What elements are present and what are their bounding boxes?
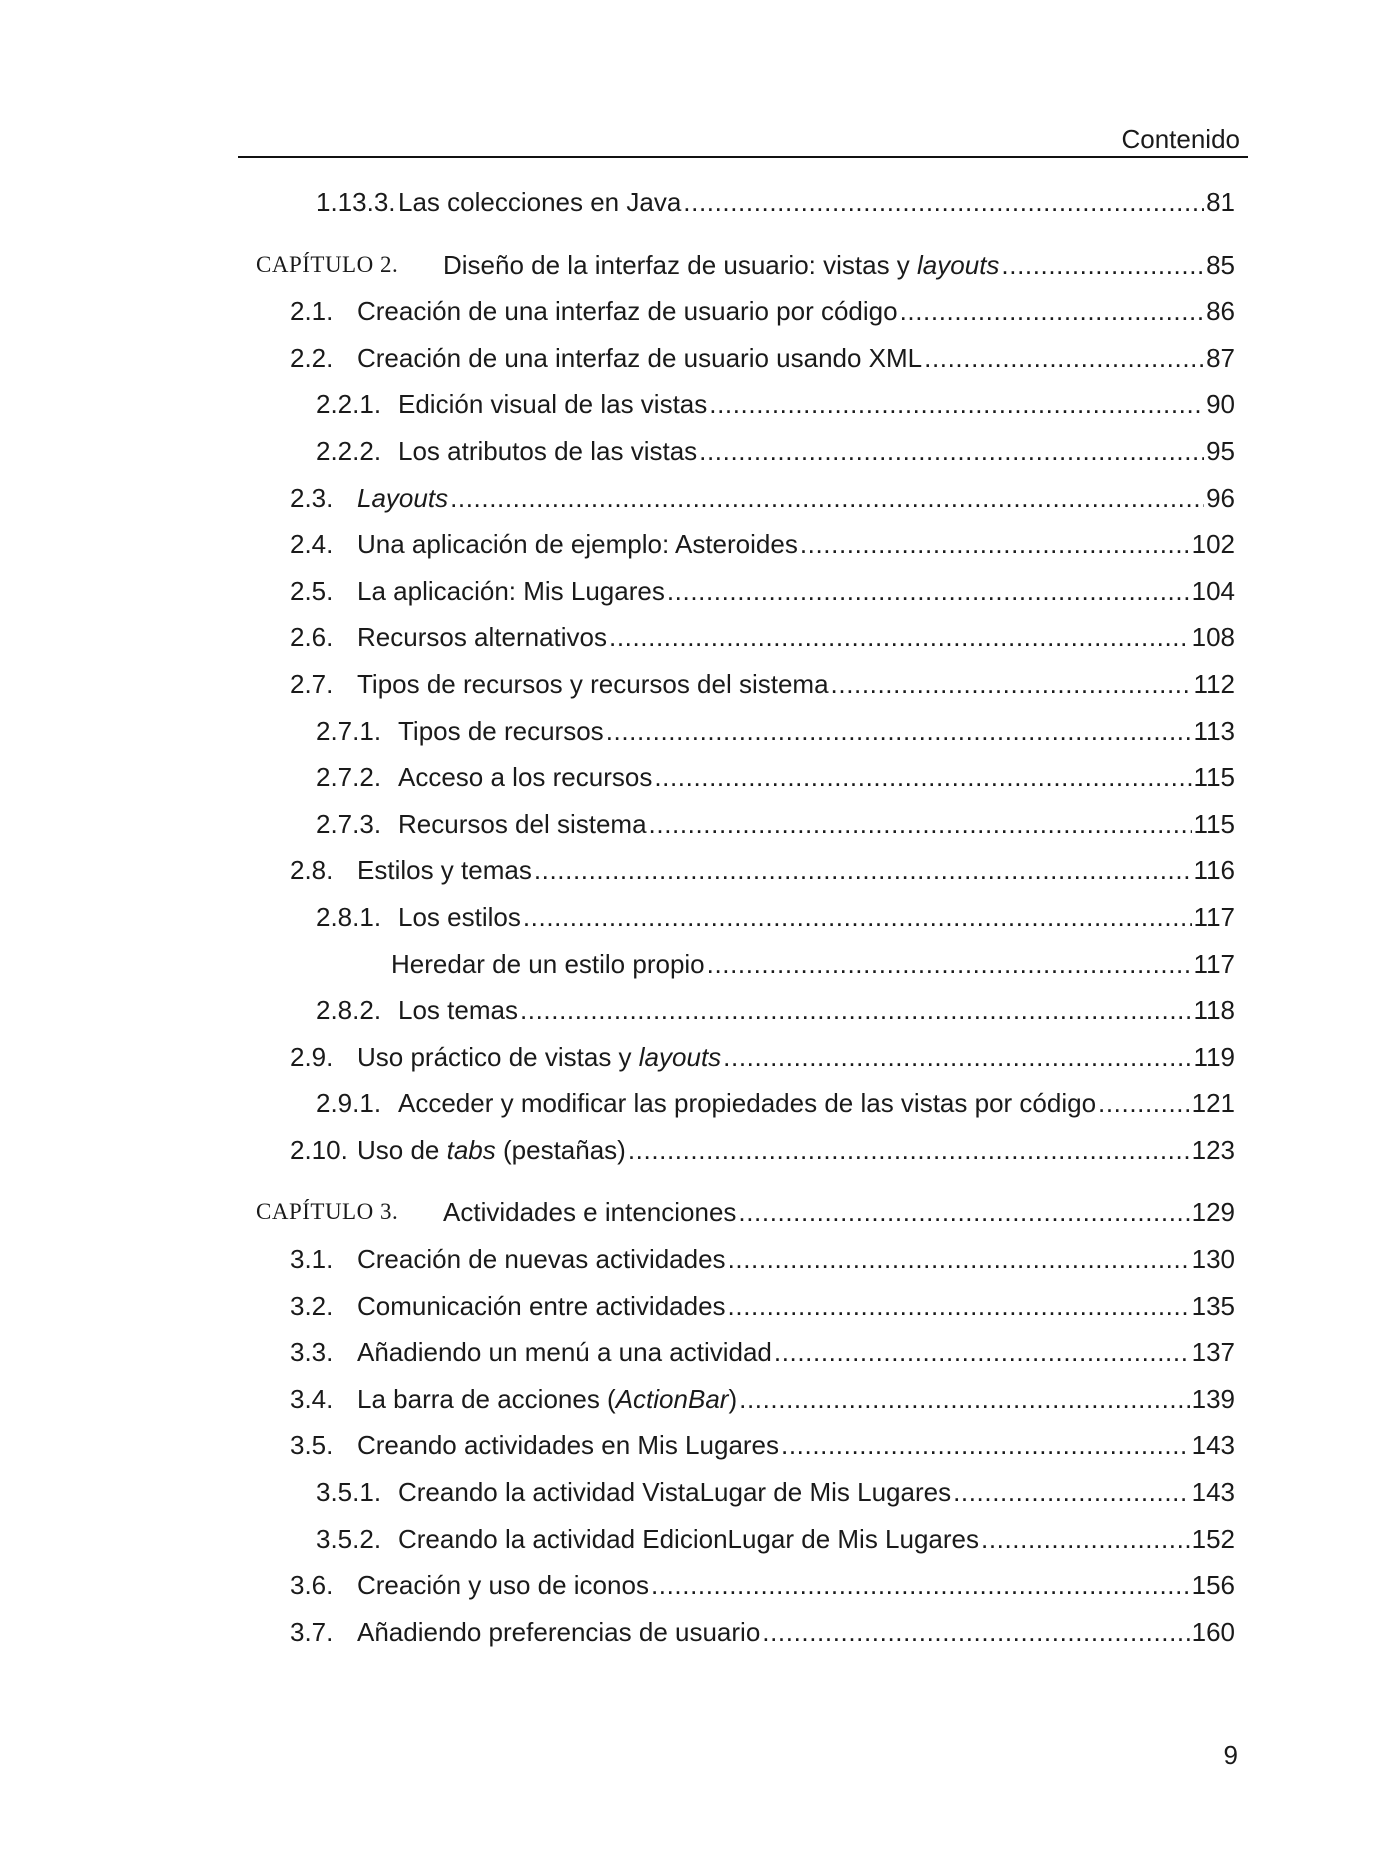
toc-entry-number: 1.13.3. — [316, 187, 396, 217]
toc-row — [238, 288, 1235, 335]
toc-entry-title — [398, 1516, 979, 1563]
toc-entry-number: 2.2.2. — [316, 435, 382, 466]
toc-title-part: La aplicación: Mis Lugares — [357, 575, 665, 606]
dot-leader — [762, 1609, 1189, 1656]
dot-leader — [534, 847, 1192, 894]
toc-title-part: Creación de una interfaz de usuario usando XML — [357, 342, 923, 373]
toc-page-number: 123 — [1191, 1134, 1235, 1165]
toc-entry-title — [357, 847, 532, 894]
running-header: Contenido — [1121, 124, 1240, 154]
toc-entry-number: 2.3. — [290, 482, 334, 513]
dot-leader — [831, 661, 1192, 708]
toc-title-part: layouts — [638, 1041, 722, 1072]
toc-page-number: 156 — [1191, 1570, 1235, 1601]
toc-entry-number: 2.9. — [290, 1041, 334, 1072]
toc-title-part: Añadiendo preferencias de usuario — [357, 1616, 761, 1647]
toc-page-number: 152 — [1191, 1523, 1235, 1554]
toc-entry-number: 2.8.1. — [316, 901, 382, 932]
toc-title-part: Añadiendo un menú a una actividad — [357, 1337, 772, 1368]
toc-row — [238, 1236, 1235, 1283]
toc-title-part: Los estilos — [398, 901, 521, 932]
toc-entry-number: 2.1. — [290, 296, 334, 327]
toc-page-number: 112 — [1193, 668, 1235, 699]
toc-page-number: 129 — [1191, 1197, 1235, 1228]
toc-title-part: ) — [728, 1383, 738, 1414]
toc-row — [238, 847, 1235, 894]
toc-entry-title — [398, 428, 697, 475]
toc-entry-title — [443, 242, 999, 289]
toc-row — [238, 1422, 1235, 1469]
toc-entry-number: 2.7.3. — [316, 808, 382, 839]
toc-entry-title — [398, 381, 707, 428]
toc-page-number: 121 — [1191, 1088, 1235, 1119]
toc-page-number: 87 — [1206, 342, 1235, 373]
toc-entry-number: 2.2.1. — [316, 389, 382, 420]
toc-title-part: Tipos de recursos y recursos del sistema — [357, 668, 829, 699]
toc-entry-title — [357, 521, 798, 568]
toc-title-part: Creación y uso de iconos — [357, 1570, 649, 1601]
toc-row — [238, 1329, 1235, 1376]
toc-row — [238, 614, 1235, 661]
toc-row — [238, 1376, 1235, 1423]
toc-entry-number: 2.5. — [290, 575, 334, 606]
toc-row — [238, 1127, 1235, 1174]
dot-leader — [707, 941, 1192, 988]
toc-title-part: Diseño de la interfaz de usuario: vistas y — [443, 249, 918, 280]
dot-leader — [1098, 1080, 1190, 1127]
toc-chapter-row — [238, 1189, 1235, 1236]
dot-leader — [728, 1283, 1190, 1330]
dot-leader — [683, 179, 1204, 226]
toc-entry-number: 2.7.1. — [316, 715, 382, 746]
toc-entry-title — [357, 475, 448, 522]
toc-entry-number: 2.7.2. — [316, 762, 382, 793]
toc-entry-title — [398, 179, 681, 226]
dot-leader — [774, 1329, 1190, 1376]
toc-row — [238, 1609, 1235, 1656]
toc-page-number: 102 — [1191, 529, 1235, 560]
toc-page-number: 160 — [1191, 1616, 1235, 1647]
toc-title-part: (pestañas) — [495, 1134, 626, 1165]
dot-leader — [450, 475, 1204, 522]
toc-entry-title — [357, 1422, 779, 1469]
toc-title-part: Recursos del sistema — [398, 808, 647, 839]
toc-page-number: 96 — [1206, 482, 1235, 513]
toc-entry-title — [357, 1127, 626, 1174]
toc-entry-number: 3.1. — [290, 1244, 334, 1275]
toc-row — [238, 661, 1235, 708]
toc-page-number: 137 — [1191, 1337, 1235, 1368]
toc-page-number: 115 — [1193, 808, 1235, 839]
toc-entry-title — [398, 801, 647, 848]
toc-row — [238, 381, 1235, 428]
toc-title-part: Comunicación entre actividades — [357, 1290, 726, 1321]
toc-entry-title — [357, 1283, 726, 1330]
toc-entry-title — [357, 1034, 721, 1081]
toc-entry-title — [357, 1609, 760, 1656]
toc-entry-title — [398, 894, 521, 941]
toc-page-number: 118 — [1193, 995, 1235, 1026]
toc-row — [238, 894, 1235, 941]
toc-title-part: Los temas — [398, 995, 518, 1026]
dot-leader — [1001, 242, 1204, 289]
toc-entry-number: 3.5.1. — [316, 1477, 382, 1508]
toc-title-part: Creando la actividad EdicionLugar de Mis Lugares — [398, 1523, 980, 1554]
toc-row — [238, 941, 1235, 988]
dot-leader — [699, 428, 1204, 475]
toc-row — [238, 179, 1235, 226]
toc-page-number: 108 — [1191, 622, 1235, 653]
dot-leader — [523, 894, 1192, 941]
toc-row — [238, 801, 1235, 848]
toc-entry-number: 2.6. — [290, 622, 334, 653]
dot-leader — [606, 708, 1192, 755]
toc-entry-title — [391, 941, 705, 988]
toc-chapter-row — [238, 242, 1235, 289]
toc-row — [238, 1034, 1235, 1081]
dot-leader — [738, 1189, 1189, 1236]
toc-entry-number: 2.4. — [290, 529, 334, 560]
toc-title-part: Tipos de recursos — [398, 715, 604, 746]
toc-row — [238, 428, 1235, 475]
toc-page-number: 116 — [1193, 855, 1235, 886]
toc-page-number: 139 — [1191, 1383, 1235, 1414]
toc-page-number: 81 — [1206, 187, 1235, 217]
toc-entry-number: 3.5. — [290, 1430, 334, 1461]
toc-entry-number: 3.3. — [290, 1337, 334, 1368]
toc-entry-title — [357, 335, 922, 382]
toc-title-part: Edición visual de las vistas — [398, 389, 708, 420]
toc-title-part: Creando actividades en Mis Lugares — [357, 1430, 780, 1461]
toc-title-part: Acceder y modificar las propiedades de las vistas por código — [398, 1088, 1097, 1119]
toc-page-number: 117 — [1193, 901, 1235, 932]
toc-row — [238, 1080, 1235, 1127]
table-of-contents — [238, 179, 1235, 1655]
toc-title-part: Creación de nuevas actividades — [357, 1244, 726, 1275]
toc-entry-number: 2.8. — [290, 855, 334, 886]
toc-row — [238, 708, 1235, 755]
dot-leader — [628, 1127, 1190, 1174]
toc-page-number: 119 — [1193, 1041, 1235, 1072]
toc-entry-title — [357, 568, 665, 615]
page-number: 9 — [1223, 1740, 1238, 1770]
dot-leader — [709, 381, 1204, 428]
toc-entry-number: 3.4. — [290, 1383, 334, 1414]
toc-entry-number: 3.7. — [290, 1616, 334, 1647]
dot-leader — [981, 1516, 1190, 1563]
toc-page-number: 135 — [1191, 1290, 1235, 1321]
toc-title-part: Heredar de un estilo propio — [391, 948, 705, 979]
toc-entry-title — [357, 1562, 649, 1609]
toc-entry-title — [357, 288, 898, 335]
toc-title-part: Layouts — [357, 482, 449, 513]
toc-title-part: Uso práctico de vistas y — [357, 1041, 639, 1072]
toc-page-number: 143 — [1191, 1477, 1235, 1508]
toc-row — [238, 1283, 1235, 1330]
toc-entry-title — [357, 1376, 737, 1423]
toc-title-part: Los atributos de las vistas — [398, 435, 698, 466]
toc-entry-title — [398, 1469, 951, 1516]
toc-entry-number: CAPÍTULO 3. — [256, 1199, 399, 1225]
toc-entry-title — [398, 708, 604, 755]
toc-title-part: ActionBar — [615, 1383, 729, 1414]
toc-entry-title — [357, 1236, 726, 1283]
toc-title-part: Recursos alternativos — [357, 622, 607, 653]
toc-entry-title — [357, 1329, 772, 1376]
toc-entry-number: CAPÍTULO 2. — [256, 251, 399, 277]
toc-entry-number: 3.5.2. — [316, 1523, 382, 1554]
dot-leader — [739, 1376, 1189, 1423]
toc-entry-title — [357, 661, 829, 708]
toc-row — [238, 1469, 1235, 1516]
header-rule — [238, 156, 1248, 158]
toc-page-number: 130 — [1191, 1244, 1235, 1275]
dot-leader — [609, 614, 1190, 661]
toc-entry-number: 2.7. — [290, 668, 334, 699]
dot-leader — [781, 1422, 1190, 1469]
toc-title-part: tabs — [446, 1134, 496, 1165]
toc-page-number: 95 — [1206, 435, 1235, 466]
toc-entry-number: 2.9.1. — [316, 1088, 382, 1119]
toc-entry-title — [398, 987, 518, 1034]
toc-row — [238, 987, 1235, 1034]
toc-title-part: Actividades e intenciones — [443, 1197, 737, 1228]
dot-leader — [900, 288, 1205, 335]
toc-row — [238, 521, 1235, 568]
toc-row — [238, 1562, 1235, 1609]
toc-title-part: Creación de una interfaz de usuario por código — [357, 296, 898, 327]
toc-row — [238, 754, 1235, 801]
toc-entry-number: 2.2. — [290, 342, 334, 373]
dot-leader — [924, 335, 1204, 382]
toc-row — [238, 475, 1235, 522]
dot-leader — [649, 801, 1192, 848]
toc-title-part: Acceso a los recursos — [398, 762, 653, 793]
toc-title-part: Estilos y temas — [357, 855, 532, 886]
toc-page-number: 117 — [1193, 948, 1235, 979]
toc-entry-number: 2.10. — [290, 1134, 348, 1165]
toc-entry-title — [398, 1080, 1096, 1127]
toc-title-part: Creando la actividad VistaLugar de Mis Lugares — [398, 1477, 952, 1508]
toc-page-number: 86 — [1206, 296, 1235, 327]
toc-page-number: 90 — [1206, 389, 1235, 420]
toc-entry-number: 3.2. — [290, 1290, 334, 1321]
toc-page-number: 85 — [1206, 249, 1235, 280]
toc-entry-title — [398, 754, 652, 801]
dot-leader — [723, 1034, 1191, 1081]
toc-page-number: 104 — [1191, 575, 1235, 606]
toc-page-number: 143 — [1191, 1430, 1235, 1461]
dot-leader — [654, 754, 1191, 801]
toc-title-part: layouts — [917, 249, 1000, 280]
toc-title-part: Uso de — [357, 1134, 447, 1165]
dot-leader — [667, 568, 1190, 615]
toc-title-part: Las colecciones en Java — [398, 187, 682, 217]
toc-title-part: La barra de acciones ( — [357, 1383, 616, 1414]
toc-entry-number: 2.8.2. — [316, 995, 382, 1026]
toc-row — [238, 335, 1235, 382]
toc-entry-number: 3.6. — [290, 1570, 334, 1601]
toc-row — [238, 1516, 1235, 1563]
toc-page-number: 115 — [1193, 762, 1235, 793]
toc-title-part: Una aplicación de ejemplo: Asteroides — [357, 529, 798, 560]
toc-entry-title — [443, 1189, 736, 1236]
toc-row — [238, 568, 1235, 615]
dot-leader — [651, 1562, 1190, 1609]
dot-leader — [953, 1469, 1190, 1516]
toc-page-number: 113 — [1193, 715, 1235, 746]
dot-leader — [728, 1236, 1190, 1283]
dot-leader — [800, 521, 1190, 568]
toc-entry-title — [357, 614, 607, 661]
dot-leader — [520, 987, 1192, 1034]
